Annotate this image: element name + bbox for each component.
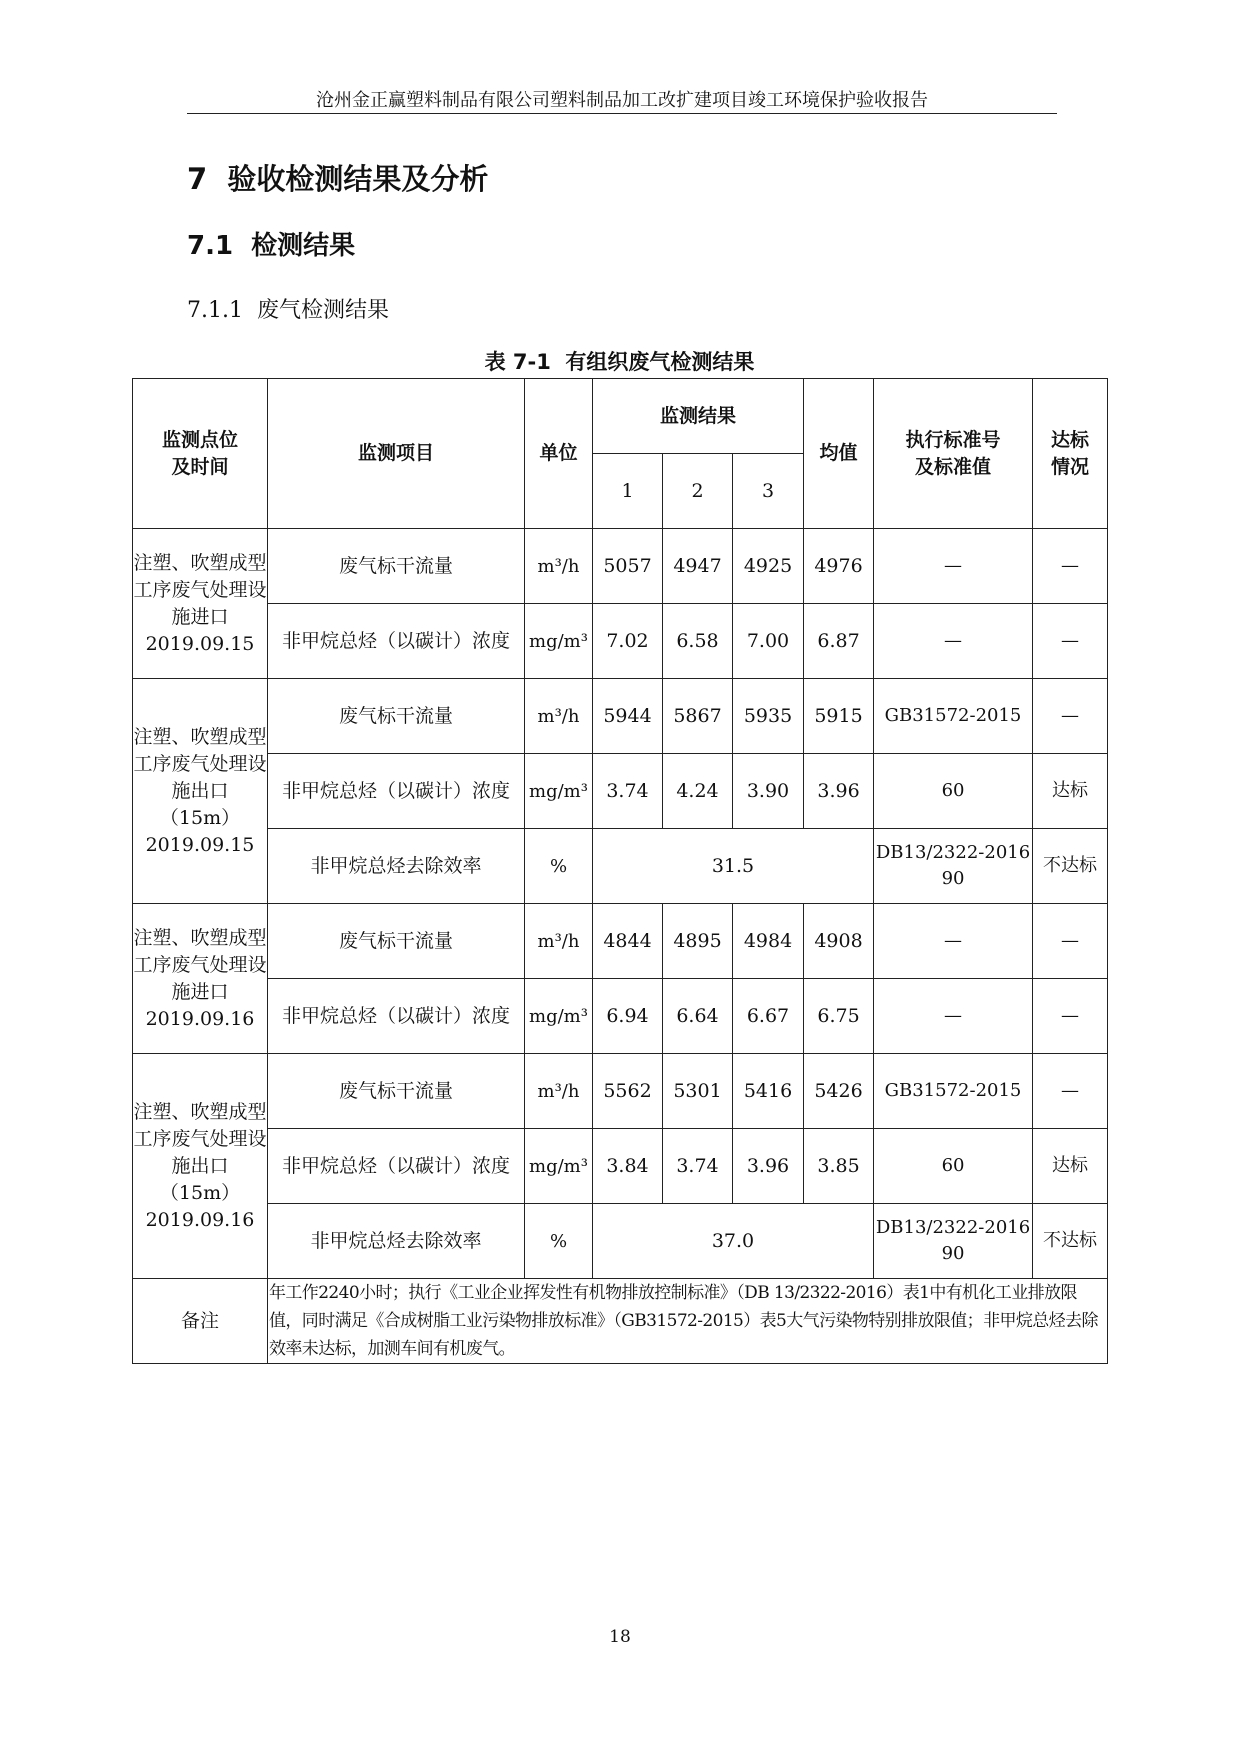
- item-cell: 非甲烷总烃（以碳计）浓度: [268, 1129, 525, 1204]
- result-1-cell: 5562: [593, 1054, 663, 1129]
- unit-cell: %: [525, 1204, 593, 1279]
- remark-text: 年工作2240小时；执行《工业企业挥发性有机物排放控制标准》（DB 13/2322-2016）表1中有机化工业排放限值，同时满足《合成树脂工业污染物排放标准》（GB31572-2015）表5大气污染物特别排放限值；非甲烷总烃去除效率未达标，加测车间有机废气。: [268, 1279, 1108, 1364]
- mean-cell: 6.87: [804, 604, 874, 679]
- compliance-cell: 不达标: [1033, 829, 1108, 904]
- standard-cell: DB13/2322-2016 90: [874, 1204, 1033, 1279]
- item-cell: 废气标干流量: [268, 679, 525, 754]
- table-row: [133, 604, 1108, 679]
- result-3-cell: 6.67: [733, 979, 804, 1054]
- chapter-heading: 7 验收检测结果及分析: [187, 162, 489, 196]
- result-3-cell: 4984: [733, 904, 804, 979]
- standard-cell: —: [874, 529, 1033, 604]
- col-header-unit: 单位: [525, 379, 593, 529]
- table-caption: 表 7-1 有组织废气检测结果: [484, 350, 755, 374]
- unit-cell: m³/h: [525, 529, 593, 604]
- result-1-cell: 7.02: [593, 604, 663, 679]
- result-2-cell: 4.24: [663, 754, 733, 829]
- item-cell: 废气标干流量: [268, 1054, 525, 1129]
- item-cell: 废气标干流量: [268, 529, 525, 604]
- standard-cell: 60: [874, 1129, 1033, 1204]
- location-cell: 注塑、吹塑成型工序废气处理设施进口 2019.09.15: [133, 529, 268, 679]
- location-cell: 注塑、吹塑成型工序废气处理设施进口 2019.09.16: [133, 904, 268, 1054]
- item-cell: 非甲烷总烃去除效率: [268, 829, 525, 904]
- result-2-cell: 6.58: [663, 604, 733, 679]
- result-3-cell: 3.96: [733, 1129, 804, 1204]
- mean-cell: 4976: [804, 529, 874, 604]
- unit-cell: m³/h: [525, 679, 593, 754]
- standard-cell: —: [874, 979, 1033, 1054]
- mean-cell: 5426: [804, 1054, 874, 1129]
- subsection-heading: 7.1.1 废气检测结果: [187, 298, 389, 323]
- result-3-cell: 3.90: [733, 754, 804, 829]
- result-2-cell: 5301: [663, 1054, 733, 1129]
- mean-cell: 5915: [804, 679, 874, 754]
- page-header: 沧州金正赢塑料制品有限公司塑料制品加工改扩建项目竣工环境保护验收报告: [316, 90, 928, 111]
- table-row: [133, 679, 1108, 754]
- section-heading: 7.1 检测结果: [187, 231, 356, 261]
- col-header-run-1: 1: [593, 454, 663, 529]
- standard-cell: —: [874, 604, 1033, 679]
- result-1-cell: 3.74: [593, 754, 663, 829]
- result-3-cell: 4925: [733, 529, 804, 604]
- table-row: [133, 1129, 1108, 1204]
- compliance-cell: —: [1033, 529, 1108, 604]
- result-1-cell: 5944: [593, 679, 663, 754]
- mean-cell: 3.96: [804, 754, 874, 829]
- mean-cell: 6.75: [804, 979, 874, 1054]
- table-row: [133, 979, 1108, 1054]
- item-cell: 非甲烷总烃去除效率: [268, 1204, 525, 1279]
- mean-cell: 3.85: [804, 1129, 874, 1204]
- col-header-results: 监测结果: [593, 379, 804, 454]
- col-header-item: 监测项目: [268, 379, 525, 529]
- compliance-cell: —: [1033, 604, 1108, 679]
- result-1-cell: 5057: [593, 529, 663, 604]
- standard-cell: DB13/2322-2016 90: [874, 829, 1033, 904]
- unit-cell: mg/m³: [525, 754, 593, 829]
- col-header-mean: 均值: [804, 379, 874, 529]
- col-header-standard: 执行标准号 及标准值: [874, 379, 1033, 529]
- result-2-cell: 5867: [663, 679, 733, 754]
- remark-label: 备注: [133, 1279, 268, 1364]
- item-cell: 非甲烷总烃（以碳计）浓度: [268, 979, 525, 1054]
- table-row: [133, 904, 1108, 979]
- compliance-cell: 不达标: [1033, 1204, 1108, 1279]
- table-row: [133, 829, 1108, 904]
- location-cell: 注塑、吹塑成型工序废气处理设施出口（15m） 2019.09.16: [133, 1054, 268, 1279]
- col-header-run-3: 3: [733, 454, 804, 529]
- table-row: [133, 1054, 1108, 1129]
- result-1-cell: 3.84: [593, 1129, 663, 1204]
- unit-cell: mg/m³: [525, 979, 593, 1054]
- compliance-cell: 达标: [1033, 1129, 1108, 1204]
- compliance-cell: —: [1033, 679, 1108, 754]
- header-rule: [187, 113, 1057, 114]
- result-1-cell: 6.94: [593, 979, 663, 1054]
- item-cell: 非甲烷总烃（以碳计）浓度: [268, 604, 525, 679]
- item-cell: 非甲烷总烃（以碳计）浓度: [268, 754, 525, 829]
- compliance-cell: —: [1033, 1054, 1108, 1129]
- remark-row: [133, 1279, 1108, 1364]
- standard-cell: GB31572-2015: [874, 1054, 1033, 1129]
- result-2-cell: 4895: [663, 904, 733, 979]
- result-3-cell: 7.00: [733, 604, 804, 679]
- table-row: [133, 754, 1108, 829]
- col-header-location: 监测点位 及时间: [133, 379, 268, 529]
- result-1-cell: 4844: [593, 904, 663, 979]
- location-cell: 注塑、吹塑成型工序废气处理设施出口（15m） 2019.09.15: [133, 679, 268, 904]
- result-2-cell: 3.74: [663, 1129, 733, 1204]
- header-row: [133, 379, 1108, 454]
- table-row: [133, 529, 1108, 604]
- compliance-cell: 达标: [1033, 754, 1108, 829]
- unit-cell: %: [525, 829, 593, 904]
- compliance-cell: —: [1033, 904, 1108, 979]
- compliance-cell: —: [1033, 979, 1108, 1054]
- unit-cell: mg/m³: [525, 1129, 593, 1204]
- standard-cell: GB31572-2015: [874, 679, 1033, 754]
- unit-cell: m³/h: [525, 1054, 593, 1129]
- result-3-cell: 5416: [733, 1054, 804, 1129]
- result-3-cell: 5935: [733, 679, 804, 754]
- results-table: [132, 378, 1108, 1364]
- col-header-run-2: 2: [663, 454, 733, 529]
- standard-cell: 60: [874, 754, 1033, 829]
- page-number: 18: [609, 1627, 631, 1647]
- col-header-compliance: 达标 情况: [1033, 379, 1108, 529]
- unit-cell: m³/h: [525, 904, 593, 979]
- item-cell: 废气标干流量: [268, 904, 525, 979]
- mean-cell: 4908: [804, 904, 874, 979]
- result-2-cell: 4947: [663, 529, 733, 604]
- table-row: [133, 1204, 1108, 1279]
- standard-cell: —: [874, 904, 1033, 979]
- unit-cell: mg/m³: [525, 604, 593, 679]
- merged-result-cell: 37.0: [593, 1204, 874, 1279]
- result-2-cell: 6.64: [663, 979, 733, 1054]
- merged-result-cell: 31.5: [593, 829, 874, 904]
